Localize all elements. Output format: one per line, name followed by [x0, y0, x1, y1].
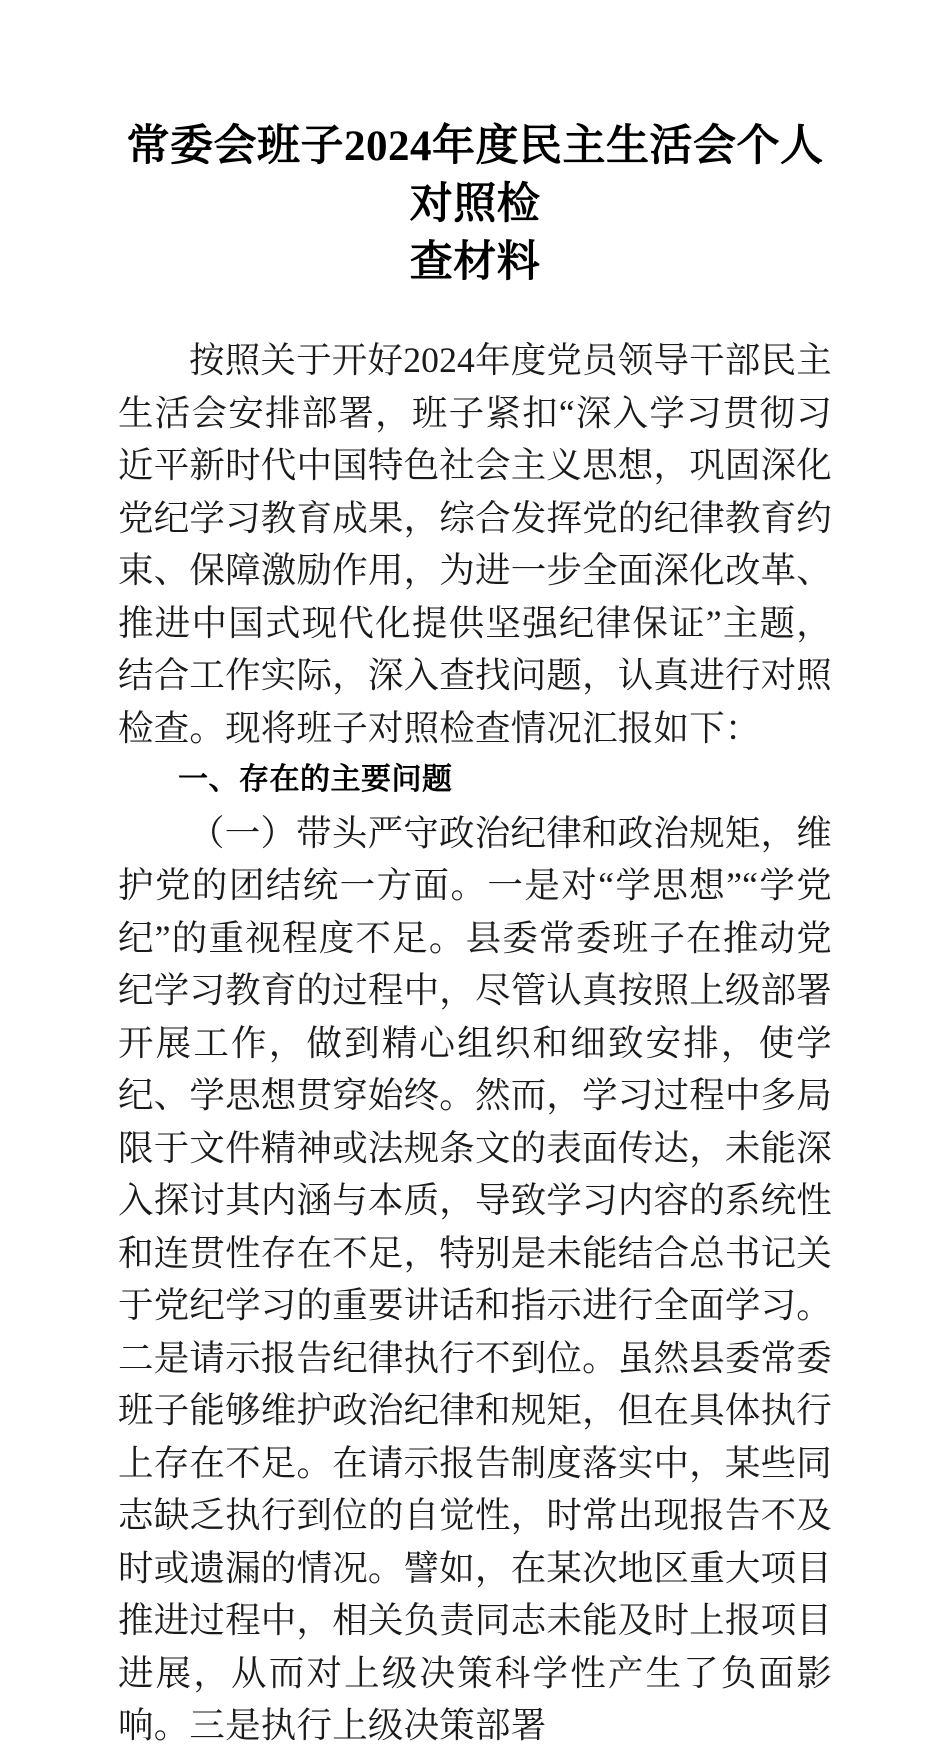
title-body-spacer	[118, 292, 832, 334]
intro-paragraph: 按照关于开好2024年度党员领导干部民主生活会安排部署，班子紧扣“深入学习贯彻习近平新时代中国特色社会主义思想，巩固深化党纪学习教育成果，综合发挥党的纪律教育约束、保障激励作用，为进一步全面深化改革、推进中国式现代化提供坚强纪律保证”主题，结合工作实际，深入查找问题，认真进行对照检查。现将班子对照检查情况汇报如下：	[118, 340, 833, 748]
subsection-one-paragraph: （一）带头严守政治纪律和政治规矩，维护党的团结统一方面。一是对“学思想”“学党纪”的重视程度不足。县委常委班子在推动党纪学习教育的过程中，尽管认真按照上级部署开展工作，做到精心组织和细致安排，使学纪、学思想贯穿始终。然而，学习过程中多局限于文件精神或法规条文的表面传达，未能深入探讨其内涵与本质，导致学习内容的系统性和连贯性存在不足，特别是未能结合总书记关于党纪学习的重要讲话和指示进行全面学习。二是请示报告纪律执行不到位。虽然县委常委班子能够维护政治纪律和规矩，但在具体执行上存在不足。在请示报告制度落实中，某些同志缺乏执行到位的自觉性，时常出现报告不及时或遗漏的情况。譬如，在某次地区重大项目推进过程中，相关负责同志未能及时上报项目进展，从而对上级决策科学性产生了负面影响。三是执行上级决策部署	[118, 812, 832, 1745]
page-title-line-2: 查材料	[409, 239, 541, 286]
subsection-one-container	[118, 807, 832, 1752]
section-heading-one: 一、存在的主要问题	[178, 763, 453, 796]
page-title	[118, 118, 832, 292]
page-title-line-1: 常委会班子2024年度民主生活会个人对照检	[126, 123, 824, 228]
